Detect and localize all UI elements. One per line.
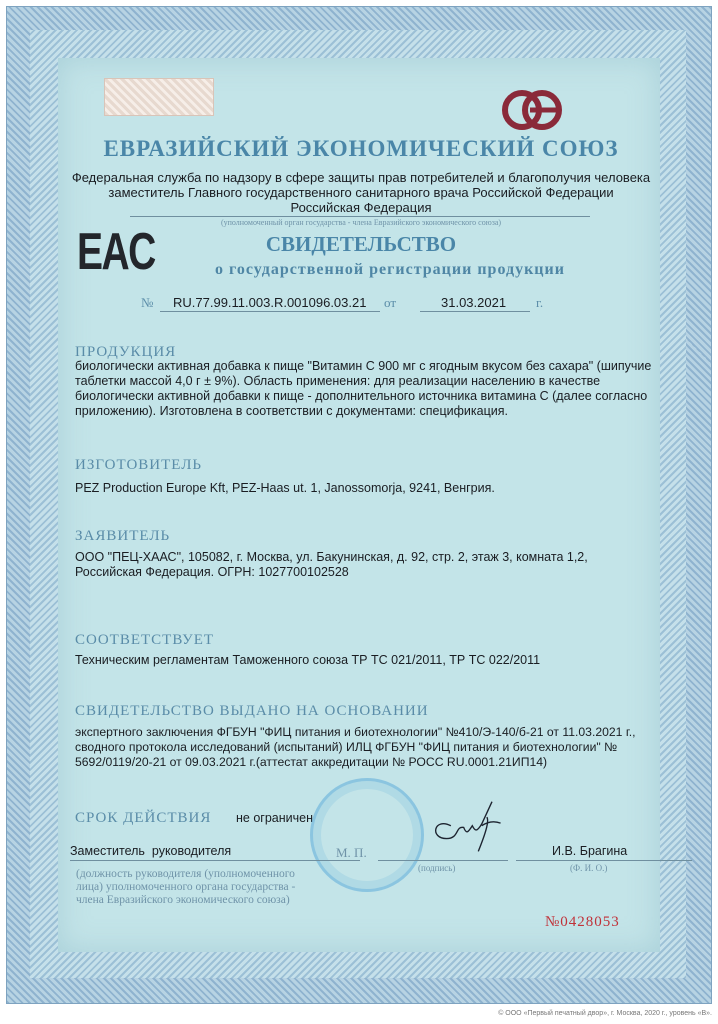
- signatory-position: Заместитель руководителя: [70, 844, 232, 858]
- union-title: ЕВРАЗИЙСКИЙ ЭКОНОМИЧЕСКИЙ СОЮЗ: [103, 136, 619, 161]
- manufacturer-label: ИЗГОТОВИТЕЛЬ: [75, 457, 203, 473]
- manufacturer-text: PEZ Production Europe Kft, PEZ-Haas ut. 1, Janossomorja, 9241, Венгрия.: [75, 481, 495, 495]
- signature-caption: (подпись): [418, 863, 456, 873]
- position-caption: (должность руководителя (уполномоченного лица) уполномоченного органа государства - члена Евразийского экономического союза): [76, 868, 296, 906]
- hologram: [104, 78, 214, 116]
- registration-date: 31.03.2021: [441, 295, 507, 310]
- official-stamp: [310, 778, 424, 892]
- certificate-subtitle: о государственной регистрации продукции: [215, 261, 565, 278]
- ce-logo: [500, 88, 564, 137]
- product-text: биологически активная добавка к пище "Витамин С 900 мг с ягодным вкусом без сахара" (шипучие таблетки массой 4,0 г ± 9%). Область применения: для реализации населению в качестве биологически активной добавки к пище - дополнительного источника витамина С (далее согласно приложению). Изготовлена в соответствии с документами: спецификация.: [75, 359, 652, 418]
- product-label: ПРОДУКЦИЯ: [75, 344, 177, 360]
- conforms-label: СООТВЕТСТВУЕТ: [75, 632, 215, 648]
- basis-label: СВИДЕТЕЛЬСТВО ВЫДАНО НА ОСНОВАНИИ: [75, 703, 429, 719]
- signature-icon: [418, 800, 518, 860]
- applicant-label: ЗАЯВИТЕЛЬ: [75, 528, 171, 544]
- agency: Федеральная служба по надзору в сфере защиты прав потребителей и благополучия человека заместитель Главного государственного санитарного врача Российской Федерации Российская Федерация: [71, 170, 651, 215]
- applicant-text: ООО "ПЕЦ-ХААС", 105082, г. Москва, ул. Бакунинская, д. 92, стр. 2, этаж 3, комната 1,2, Российская Федерация. ОГРН: 1027700102528: [75, 550, 588, 579]
- validity-text: не ограничен: [236, 811, 313, 825]
- conforms-text: Техническим регламентам Таможенного союза ТР ТС 021/2011, ТР ТС 022/2011: [75, 653, 541, 667]
- name-caption: (Ф. И. О.): [570, 863, 608, 873]
- serial-number: №0428053: [545, 914, 620, 930]
- footer-printer: © ООО «Первый печатный двор», г. Москва, 2020 г., уровень «В».: [498, 1010, 712, 1017]
- registration-number: RU.77.99.11.003.R.001096.03.21: [173, 295, 367, 310]
- signatory-name: И.В. Брагина: [552, 844, 628, 858]
- eac-mark: EAC: [77, 223, 155, 281]
- basis-text: экспертного заключения ФГБУН "ФИЦ питания и биотехнологии" №410/Э-140/б-21 от 11.03.2021 г., сводного протокола исследований (испытаний) ИЛЦ ФГБУН "ФИЦ питания и биотехнологии" № 5692/0119/20-21 от 09.03.2021 г.(аттестат аккредитации № РОСС RU.0001.21ИП14): [75, 725, 636, 769]
- validity-label: СРОК ДЕЙСТВИЯ: [75, 810, 212, 826]
- certificate-title: СВИДЕТЕЛЬСТВО: [265, 232, 457, 256]
- agency-caption: (уполномоченный орган государства - члена Евразийского экономического союза): [220, 218, 502, 227]
- stamp-label: М. П.: [336, 845, 367, 860]
